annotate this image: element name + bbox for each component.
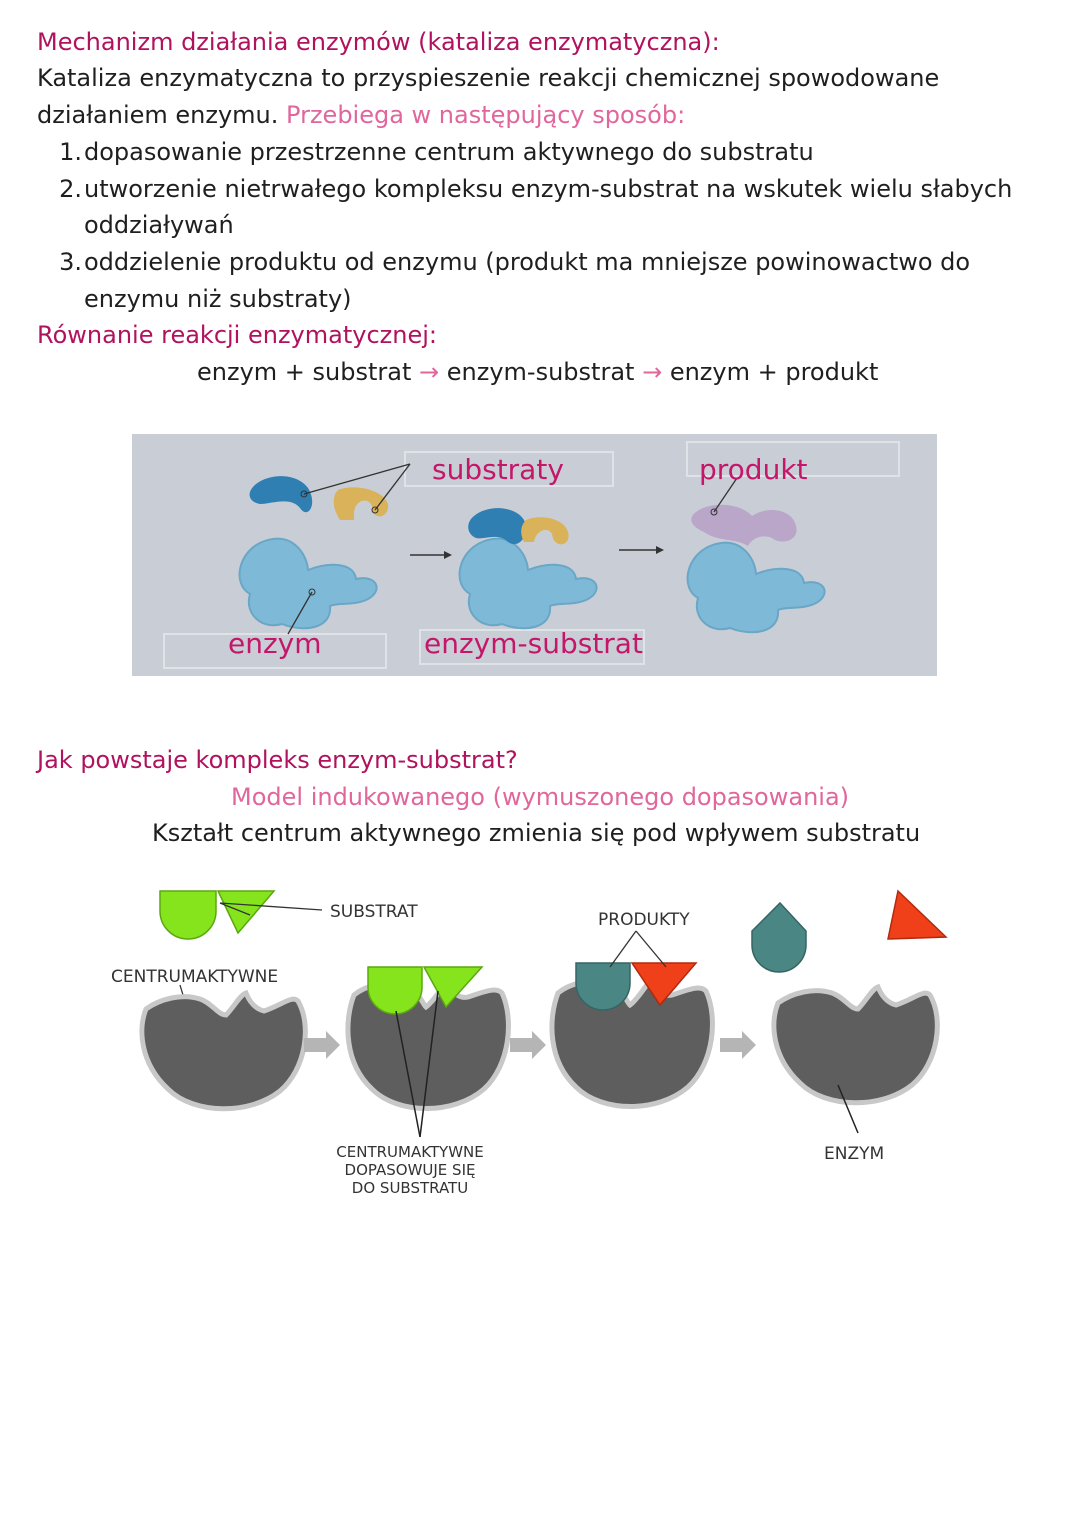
- equation-complex: enzym-substrat: [446, 358, 635, 386]
- step-arrow-icon: [304, 1031, 340, 1059]
- complex-label: enzym-substrat: [424, 627, 643, 660]
- fit-label-line1: CENTRUMAKTYWNE: [336, 1143, 484, 1161]
- substrate-label: SUBSTRAT: [330, 902, 418, 922]
- section-heading: Mechanizm działania enzymów (kataliza enzymatyczna):: [37, 28, 720, 56]
- list-item-text: oddzielenie produktu od enzymu (produkt ma mniejsze powinowactwo do: [84, 248, 971, 276]
- fit-label-line3: DO SUBSTRATU: [351, 1179, 469, 1197]
- products-label: PRODUKTY: [598, 910, 690, 930]
- list-item: [54, 247, 970, 277]
- intro-text-line2: [37, 100, 685, 130]
- enzyme-with-products: [552, 963, 713, 1107]
- arrow-icon: →: [419, 358, 440, 386]
- active-site-label: CENTRUMAKTYWNE: [111, 967, 279, 987]
- induced-fit-diagram: [100, 875, 980, 1205]
- list-number: 2.: [59, 175, 82, 203]
- question-heading: Jak powstaje kompleks enzym-substrat?: [37, 746, 518, 774]
- intro-text-line1: Kataliza enzymatyczna to przyspieszenie reakcji chemicznej spowodowane: [37, 64, 940, 92]
- enzyme-label: ENZYM: [824, 1144, 885, 1164]
- list-item: [54, 174, 1012, 204]
- released-product-teal: [752, 903, 806, 972]
- reaction-equation: [197, 357, 878, 387]
- model-title: Model indukowanego (wymuszonego dopasowania): [231, 783, 850, 811]
- list-item-continuation: oddziaływań: [84, 211, 234, 239]
- arrow-icon: →: [642, 358, 663, 386]
- intro-text-part: działaniem enzymu.: [37, 101, 279, 129]
- substrate-shapes: [160, 891, 274, 939]
- product-label: produkt: [699, 453, 808, 486]
- list-number: 1.: [59, 138, 82, 166]
- released-product-red: [888, 891, 946, 939]
- step-arrow-icon: [720, 1031, 756, 1059]
- model-description: Kształt centrum aktywnego zmienia się pod wpływem substratu: [152, 819, 921, 847]
- list-item-text: dopasowanie przestrzenne centrum aktywnego do substratu: [84, 138, 814, 166]
- equation-heading: Równanie reakcji enzymatycznej:: [37, 321, 437, 349]
- free-enzyme-shape: [774, 987, 937, 1103]
- step-arrow-icon: [510, 1031, 546, 1059]
- fit-label-line2: DOPASOWUJE SIĘ: [344, 1161, 476, 1179]
- intro-text-highlight: Przebiega w następujący sposób:: [286, 101, 686, 129]
- equation-reactants: enzym + substrat: [197, 358, 412, 386]
- enzyme-with-substrate: [348, 967, 509, 1109]
- list-number: 3.: [59, 248, 82, 276]
- enzyme-shape: [142, 993, 305, 1109]
- substrates-label: substraty: [432, 453, 564, 486]
- equation-products: enzym + produkt: [669, 358, 879, 386]
- list-item-text: utworzenie nietrwałego kompleksu enzym-substrat na wskutek wielu słabych: [84, 175, 1013, 203]
- list-item-continuation: enzymu niż substraty): [84, 285, 352, 313]
- enzyme-reaction-figure: [132, 434, 937, 676]
- enzyme-label: enzym: [228, 627, 322, 660]
- list-item: [54, 137, 814, 167]
